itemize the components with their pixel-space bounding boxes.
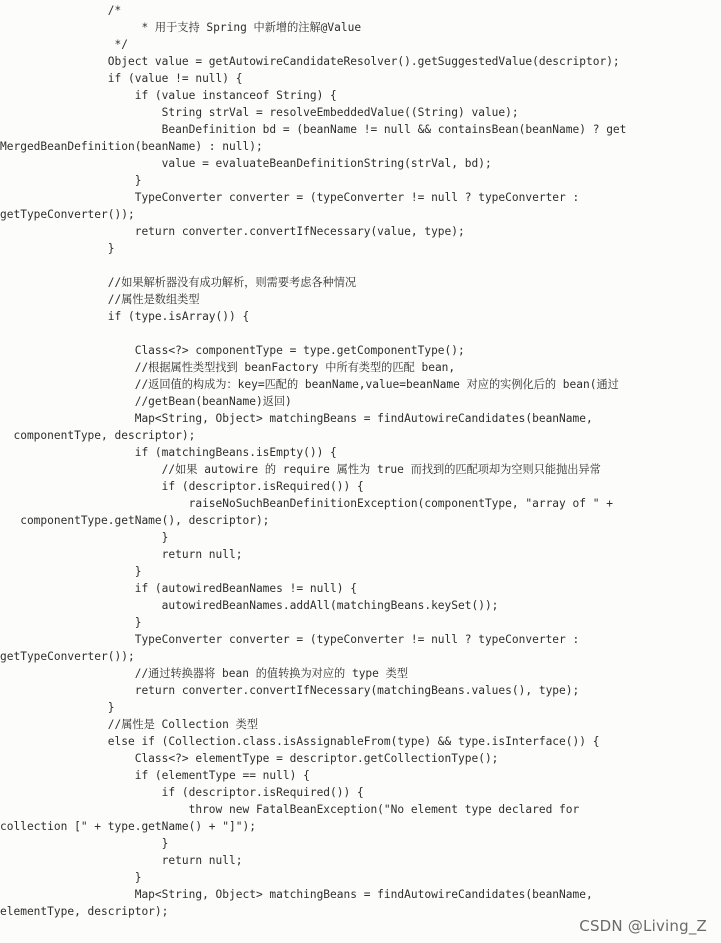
code-line: else if (Collection.class.isAssignableFrom(type) && type.isInterface()) {: [0, 735, 600, 748]
code-line: Object value = getAutowireCandidateResolver().getSuggestedValue(descriptor);: [0, 55, 620, 68]
code-line: elementType, descriptor);: [0, 905, 169, 918]
code-line: getTypeConverter());: [0, 650, 135, 663]
code-line: if (elementType == null) {: [0, 769, 310, 782]
code-line: if (autowiredBeanNames != null) {: [0, 582, 357, 595]
code-line: //属性是 Collection 类型: [0, 718, 259, 731]
code-line: Map<String, Object> matchingBeans = findAutowireCandidates(beanName,: [0, 888, 593, 901]
code-line: }: [0, 242, 115, 255]
code-line: autowiredBeanNames.addAll(matchingBeans.keySet());: [0, 599, 499, 612]
code-line: //根据属性类型找到 beanFactory 中所有类型的匹配 bean,: [0, 361, 456, 374]
code-line: value = evaluateBeanDefinitionString(strVal, bd);: [0, 157, 492, 170]
code-line: }: [0, 565, 142, 578]
code-line: [0, 257, 721, 274]
code-line: BeanDefinition bd = (beanName != null && containsBean(beanName) ? get: [0, 123, 627, 136]
code-line: }: [0, 616, 142, 629]
code-line: }: [0, 837, 169, 850]
code-listing: [0, 2, 721, 920]
code-line: */: [0, 38, 128, 51]
code-line: //返回值的构成为：key=匹配的 beanName,value=beanName 对应的实例化后的 bean(通过: [0, 378, 619, 391]
code-line: if (value != null) {: [0, 72, 243, 85]
code-line: Map<String, Object> matchingBeans = findAutowireCandidates(beanName,: [0, 412, 593, 425]
code-line: TypeConverter converter = (typeConverter != null ? typeConverter :: [0, 191, 580, 204]
code-line: if (value instanceof String) {: [0, 89, 337, 102]
code-line: //通过转换器将 bean 的值转换为对应的 type 类型: [0, 667, 409, 680]
code-line: if (descriptor.isRequired()) {: [0, 480, 364, 493]
code-line: //属性是数组类型: [0, 293, 200, 306]
code-line: if (descriptor.isRequired()) {: [0, 786, 364, 799]
code-line: TypeConverter converter = (typeConverter != null ? typeConverter :: [0, 633, 580, 646]
code-line: getTypeConverter());: [0, 208, 135, 221]
code-line: //如果解析器没有成功解析，则需要考虑各种情况: [0, 276, 357, 289]
code-line: return null;: [0, 854, 243, 867]
csdn-watermark: CSDN @Living_Z: [579, 917, 707, 935]
code-line: throw new FatalBeanException("No element type declared for: [0, 803, 580, 816]
code-line: Class<?> elementType = descriptor.getCollectionType();: [0, 752, 499, 765]
code-line: return converter.convertIfNecessary(matchingBeans.values(), type);: [0, 684, 580, 697]
code-line: collection [" + type.getName() + "]");: [0, 820, 256, 833]
code-line: return converter.convertIfNecessary(value, type);: [0, 225, 465, 238]
code-line: /*: [0, 4, 122, 17]
code-line: if (matchingBeans.isEmpty()) {: [0, 446, 337, 459]
code-line: [0, 325, 721, 342]
code-line: MergedBeanDefinition(beanName) : null);: [0, 140, 263, 153]
code-line: }: [0, 871, 142, 884]
code-line: return null;: [0, 548, 243, 561]
code-line: }: [0, 174, 142, 187]
code-line: componentType, descriptor);: [0, 429, 196, 442]
code-line: componentType.getName(), descriptor);: [0, 514, 270, 527]
code-line: String strVal = resolveEmbeddedValue((String) value);: [0, 106, 519, 119]
code-line: }: [0, 701, 115, 714]
code-line: }: [0, 531, 169, 544]
code-line: //getBean(beanName)返回): [0, 395, 292, 408]
code-line: if (type.isArray()) {: [0, 310, 250, 323]
code-line: * 用于支持 Spring 中新增的注解@Value: [0, 21, 362, 34]
code-line: //如果 autowire 的 require 属性为 true 而找到的匹配项却为空则只能抛出异常: [0, 463, 601, 476]
code-line: raiseNoSuchBeanDefinitionException(componentType, "array of " +: [0, 497, 613, 510]
code-line: Class<?> componentType = type.getComponentType();: [0, 344, 465, 357]
